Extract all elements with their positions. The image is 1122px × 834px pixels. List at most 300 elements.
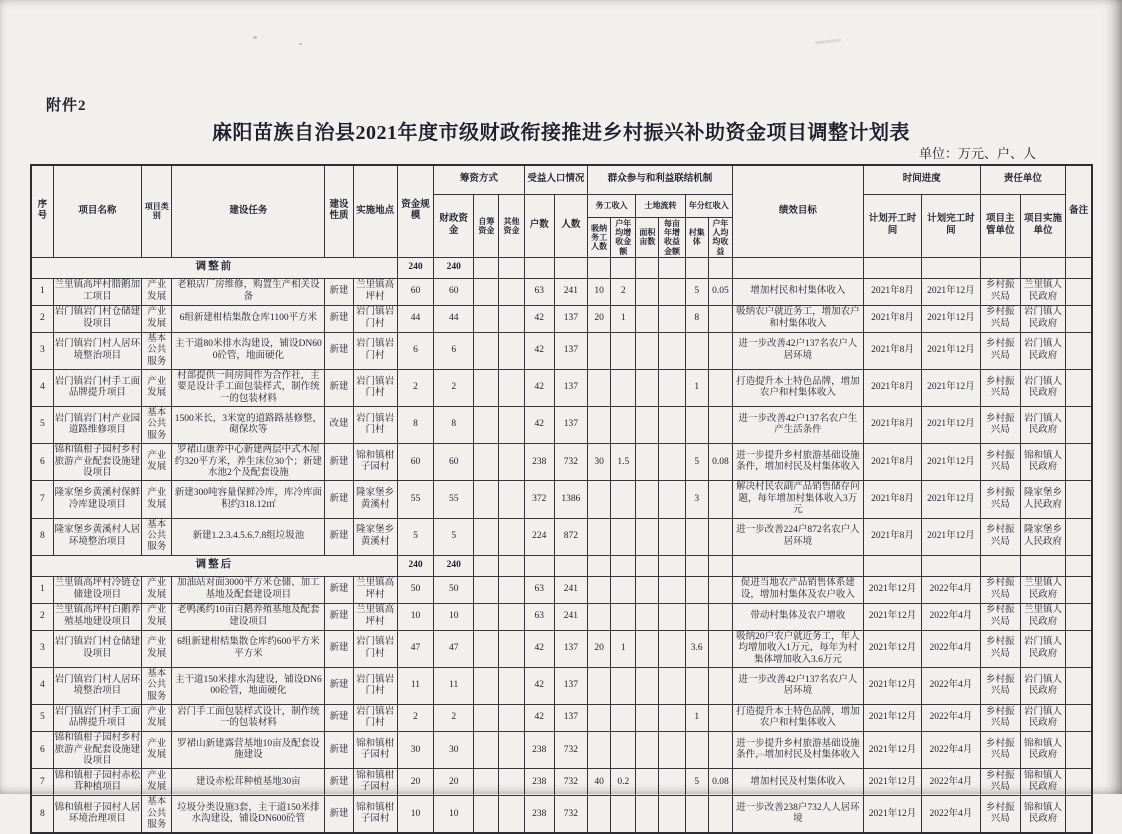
cell-workers <box>588 332 611 369</box>
cell-fiscal: 20 <box>434 769 474 796</box>
col-header-workers: 吸纳务工人数 <box>588 218 611 258</box>
cell-no: 1 <box>31 576 53 603</box>
col-header-households: 户数 <box>524 195 554 258</box>
cell-households: 238 <box>524 769 554 796</box>
cell-income-per-mu <box>659 769 685 796</box>
cell-workers <box>588 732 611 769</box>
cell-village <box>685 603 708 630</box>
cell-fiscal: 2 <box>434 705 474 732</box>
cell-category: 基本公共服务 <box>142 667 172 704</box>
cell-workers: 30 <box>588 444 611 481</box>
cell-supervisor: 乡村振兴局 <box>980 369 1020 406</box>
cell-task: 罗裙山康养中心新建两层中式木屋约320平方米，养生床位30个；新建水池2个及配套设施 <box>172 444 325 481</box>
cell-fiscal: 10 <box>434 796 474 834</box>
cell-people: 137 <box>554 667 587 704</box>
cell-self-raised <box>474 332 499 369</box>
cell-funding: 2 <box>397 705 433 732</box>
cell-nature: 改建 <box>325 407 353 444</box>
table-row <box>31 603 1092 630</box>
cell-task: 岩门手工面包装样式设计，制作统一的包装材料 <box>172 705 325 732</box>
cell-income-per-hh: 1.5 <box>611 444 636 481</box>
cell-income-per-mu <box>659 603 685 630</box>
cell-workers <box>588 369 611 406</box>
cell-location: 岩门镇岩门村 <box>353 667 397 704</box>
cell-land-area <box>636 518 659 555</box>
cell-location: 隆家堡乡黄溪村 <box>353 481 397 518</box>
cell-other <box>499 576 524 603</box>
cell-per-capita: 0.08 <box>708 769 732 796</box>
cell-implementer: 锦和镇人民政府 <box>1020 444 1065 481</box>
cell-name: 兰里镇高坪村白鹅养殖基地建设项目 <box>53 603 142 630</box>
cell-funding: 11 <box>397 667 433 704</box>
cell-per-capita <box>708 305 732 332</box>
col-header-end: 计划完工时间 <box>922 195 980 258</box>
cell-income-per-hh <box>611 369 636 406</box>
cell-implementer: 岩门镇人民政府 <box>1020 369 1065 406</box>
cell-implementer: 岩门镇人民政府 <box>1020 407 1065 444</box>
cell-nature: 新建 <box>325 444 353 481</box>
cell-supervisor: 乡村振兴局 <box>980 576 1020 603</box>
col-header-remark: 备注 <box>1066 165 1092 257</box>
cell-funding: 60 <box>397 444 433 481</box>
cell-self-raised <box>474 667 499 704</box>
cell-fiscal: 6 <box>434 332 474 369</box>
table-body <box>31 257 1092 833</box>
cell-category: 产业发展 <box>142 603 172 630</box>
cell-per-capita <box>708 667 732 704</box>
col-header-per-capita: 户年人均均收益 <box>708 218 732 258</box>
cell-remark <box>1066 407 1092 444</box>
cell-land-area <box>636 332 659 369</box>
cell-fiscal: 30 <box>434 732 474 769</box>
cell-supervisor: 乡村振兴局 <box>980 630 1020 667</box>
cell-name: 岩门镇岩门村产业园道路维修项目 <box>53 407 142 444</box>
cell-other <box>499 444 524 481</box>
cell-goal: 进一步改善42户137名农户人居环境 <box>733 332 864 369</box>
cell-village: 1 <box>685 369 708 406</box>
table-row <box>31 576 1092 603</box>
col-header-income-per-mu: 每亩年增收益金额 <box>659 218 685 258</box>
cell-task: 新建1.2.3.4.5.6.7.8组垃圾池 <box>172 518 325 555</box>
section-empty-cell <box>980 555 1020 576</box>
cell-self-raised <box>474 278 499 305</box>
cell-end: 2022年4月 <box>922 667 980 704</box>
cell-location: 岩门镇岩门村 <box>353 369 397 406</box>
cell-workers <box>588 576 611 603</box>
cell-per-capita <box>708 705 732 732</box>
cell-supervisor: 乡村振兴局 <box>980 732 1020 769</box>
cell-goal: 吸纳20户农户就近务工，年人均增加收入1万元，每年为村集体增加收入3.6万元 <box>733 630 864 667</box>
cell-location: 岩门镇岩门村 <box>353 332 397 369</box>
cell-income-per-hh <box>611 705 636 732</box>
col-group-land: 土地流转 <box>636 195 685 218</box>
cell-no: 4 <box>31 369 53 406</box>
cell-village <box>685 332 708 369</box>
cell-fiscal: 8 <box>434 407 474 444</box>
cell-remark <box>1066 444 1092 481</box>
cell-other <box>499 518 524 555</box>
col-group-labor: 务工收入 <box>588 195 636 218</box>
cell-location: 岩门镇岩门村 <box>353 407 397 444</box>
cell-remark <box>1066 278 1092 305</box>
cell-workers <box>588 603 611 630</box>
section-empty-cell <box>611 555 636 576</box>
cell-land-area <box>636 705 659 732</box>
cell-other <box>499 769 524 796</box>
col-header-nature: 建设性质 <box>325 165 353 257</box>
cell-end: 2021年12月 <box>922 305 980 332</box>
cell-location: 锦和镇柑子园村 <box>353 796 397 834</box>
cell-other <box>499 407 524 444</box>
cell-other <box>499 278 524 305</box>
cell-other <box>499 667 524 704</box>
cell-other <box>499 705 524 732</box>
section-empty-cell <box>922 257 980 278</box>
cell-end: 2021年12月 <box>922 518 980 555</box>
cell-per-capita <box>708 481 732 518</box>
cell-nature: 新建 <box>325 796 353 834</box>
cell-nature: 新建 <box>325 518 353 555</box>
section-row-after <box>31 555 1092 576</box>
cell-start: 2021年12月 <box>863 603 921 630</box>
cell-funding: 55 <box>397 481 433 518</box>
cell-goal: 进一步改善42户137名农户人居环境 <box>733 667 864 704</box>
cell-workers <box>588 796 611 834</box>
cell-name: 岩门镇岩门村仓储建设项目 <box>53 305 142 332</box>
cell-households: 42 <box>524 407 554 444</box>
cell-income-per-hh <box>611 332 636 369</box>
cell-funding: 10 <box>397 796 433 834</box>
col-group-dividend: 年分红收入 <box>685 195 732 218</box>
cell-remark <box>1066 732 1092 769</box>
cell-no: 8 <box>31 796 53 834</box>
cell-workers: 20 <box>588 630 611 667</box>
unit-note: 单位：万元、户、人 <box>918 146 1036 161</box>
cell-category: 基本公共服务 <box>142 407 172 444</box>
section-empty-cell <box>524 257 554 278</box>
cell-land-area <box>636 444 659 481</box>
cell-fiscal: 10 <box>434 603 474 630</box>
cell-income-per-hh <box>611 603 636 630</box>
cell-nature: 新建 <box>325 732 353 769</box>
cell-task: 老鸭溪约10亩白鹅养殖基地及配套建设项目 <box>172 603 325 630</box>
cell-no: 3 <box>31 332 53 369</box>
cell-other <box>499 305 524 332</box>
cell-households: 63 <box>524 603 554 630</box>
cell-task: 老粮店厂房维修，购置生产相关设备 <box>172 278 325 305</box>
cell-funding: 2 <box>397 369 433 406</box>
cell-goal: 吸纳农户就近务工，增加农户和村集体收入 <box>733 305 864 332</box>
cell-households: 42 <box>524 630 554 667</box>
cell-funding: 47 <box>397 630 433 667</box>
col-header-no: 序号 <box>31 165 53 257</box>
cell-per-capita <box>708 630 732 667</box>
page-title: 麻阳苗族自治县2021年度市级财政衔接推进乡村振兴补助资金项目调整计划表 <box>212 122 910 144</box>
cell-village <box>685 796 708 834</box>
col-header-name: 项目名称 <box>53 165 142 257</box>
table-row <box>31 630 1092 667</box>
cell-goal: 打造提升本土特色品牌，增加农户和村集体收入 <box>733 369 864 406</box>
cell-households: 63 <box>524 278 554 305</box>
section-empty-cell <box>611 257 636 278</box>
cell-households: 238 <box>524 444 554 481</box>
section-empty-cell <box>554 555 587 576</box>
cell-start: 2021年12月 <box>863 769 921 796</box>
cell-households: 42 <box>524 369 554 406</box>
section-empty-cell <box>554 257 587 278</box>
section-empty-cell <box>863 257 921 278</box>
cell-people: 732 <box>554 769 587 796</box>
col-header-goal: 绩效目标 <box>733 165 864 257</box>
cell-village <box>685 732 708 769</box>
cell-fiscal: 60 <box>434 444 474 481</box>
cell-village <box>685 518 708 555</box>
cell-start: 2021年8月 <box>863 407 921 444</box>
cell-location: 锦和镇柑子园村 <box>353 769 397 796</box>
cell-nature: 新建 <box>325 332 353 369</box>
cell-category: 产业发展 <box>142 444 172 481</box>
cell-people: 732 <box>554 796 587 834</box>
col-header-land-area: 面积亩数 <box>636 218 659 258</box>
cell-end: 2021年12月 <box>922 278 980 305</box>
cell-no: 4 <box>31 667 53 704</box>
cell-funding: 60 <box>397 278 433 305</box>
cell-name: 兰里镇高坪村腊鹅加工项目 <box>53 278 142 305</box>
section-empty-cell <box>1066 257 1092 278</box>
cell-end: 2022年4月 <box>922 705 980 732</box>
cell-village: 8 <box>685 305 708 332</box>
cell-funding: 20 <box>397 769 433 796</box>
cell-per-capita <box>708 332 732 369</box>
cell-income-per-mu <box>659 630 685 667</box>
cell-name: 岩门镇岩门村手工面品牌提升项目 <box>53 369 142 406</box>
section-empty-cell <box>708 555 732 576</box>
cell-end: 2021年12月 <box>922 444 980 481</box>
cell-no: 3 <box>31 630 53 667</box>
cell-location: 岩门镇岩门村 <box>353 630 397 667</box>
cell-workers: 40 <box>588 769 611 796</box>
cell-name: 岩门镇岩门村人居环境整治项目 <box>53 667 142 704</box>
section-total-fiscal: 240 <box>434 257 474 278</box>
cell-start: 2021年8月 <box>863 369 921 406</box>
cell-remark <box>1066 603 1092 630</box>
cell-village: 3 <box>685 481 708 518</box>
table-row <box>31 769 1092 796</box>
cell-end: 2022年4月 <box>922 630 980 667</box>
cell-end: 2021年12月 <box>922 481 980 518</box>
cell-people: 137 <box>554 369 587 406</box>
cell-land-area <box>636 407 659 444</box>
cell-fiscal: 44 <box>434 305 474 332</box>
table-header <box>31 165 1092 257</box>
cell-funding: 50 <box>397 576 433 603</box>
cell-start: 2021年12月 <box>863 732 921 769</box>
cell-location: 兰里镇高坪村 <box>353 603 397 630</box>
cell-per-capita <box>708 732 732 769</box>
cell-income-per-hh <box>611 796 636 834</box>
cell-task: 建设赤松茸种植基地30亩 <box>172 769 325 796</box>
cell-village <box>685 407 708 444</box>
cell-workers <box>588 667 611 704</box>
cell-workers: 10 <box>588 278 611 305</box>
cell-people: 137 <box>554 305 587 332</box>
cell-supervisor: 乡村振兴局 <box>980 332 1020 369</box>
cell-no: 8 <box>31 518 53 555</box>
cell-nature: 新建 <box>325 576 353 603</box>
cell-workers: 20 <box>588 305 611 332</box>
cell-task: 加油站对面3000平方米仓储、加工基地及配套建设项目 <box>172 576 325 603</box>
cell-other <box>499 630 524 667</box>
cell-self-raised <box>474 603 499 630</box>
col-header-funding: 资金规模 <box>397 165 433 257</box>
section-empty-cell <box>1020 257 1065 278</box>
cell-remark <box>1066 305 1092 332</box>
section-empty-cell <box>685 257 708 278</box>
cell-self-raised <box>474 481 499 518</box>
cell-nature: 新建 <box>325 630 353 667</box>
cell-workers <box>588 481 611 518</box>
table-row <box>31 705 1092 732</box>
cell-end: 2022年4月 <box>922 769 980 796</box>
cell-task: 罗裙山新建露营基地10亩及配套设施建设 <box>172 732 325 769</box>
cell-households: 42 <box>524 705 554 732</box>
cell-supervisor: 乡村振兴局 <box>980 796 1020 834</box>
cell-end: 2022年4月 <box>922 796 980 834</box>
cell-other <box>499 369 524 406</box>
cell-end: 2021年12月 <box>922 369 980 406</box>
cell-income-per-mu <box>659 667 685 704</box>
cell-end: 2021年12月 <box>922 407 980 444</box>
cell-no: 7 <box>31 769 53 796</box>
cell-people: 732 <box>554 444 587 481</box>
cell-income-per-hh <box>611 481 636 518</box>
cell-per-capita <box>708 369 732 406</box>
cell-per-capita <box>708 603 732 630</box>
cell-category: 产业发展 <box>142 369 172 406</box>
cell-households: 238 <box>524 796 554 834</box>
cell-implementer: 岩门镇人民政府 <box>1020 305 1065 332</box>
cell-income-per-hh <box>611 518 636 555</box>
col-group-mechanism: 群众参与和利益联结机制 <box>588 165 733 195</box>
cell-start: 2021年8月 <box>863 481 921 518</box>
cell-workers <box>588 407 611 444</box>
cell-income-per-mu <box>659 369 685 406</box>
cell-task: 新建300吨容量保鲜冷库，库冷库面积约318.12㎡ <box>172 481 325 518</box>
cell-supervisor: 乡村振兴局 <box>980 278 1020 305</box>
table-row <box>31 444 1092 481</box>
cell-supervisor: 乡村振兴局 <box>980 481 1020 518</box>
section-empty-cell <box>1020 555 1065 576</box>
section-empty-cell <box>636 555 659 576</box>
cell-self-raised <box>474 705 499 732</box>
cell-no: 6 <box>31 732 53 769</box>
cell-people: 241 <box>554 603 587 630</box>
section-empty-cell <box>733 257 864 278</box>
cell-goal: 进一步改善42户137名农户生产生活条件 <box>733 407 864 444</box>
cell-per-capita <box>708 796 732 834</box>
table-row <box>31 796 1092 834</box>
cell-funding: 10 <box>397 603 433 630</box>
cell-name: 岩门镇岩门村人居环境整治项目 <box>53 332 142 369</box>
cell-people: 872 <box>554 518 587 555</box>
cell-income-per-mu <box>659 796 685 834</box>
cell-remark <box>1066 705 1092 732</box>
section-empty-cell <box>659 555 685 576</box>
cell-fiscal: 5 <box>434 518 474 555</box>
cell-supervisor: 乡村振兴局 <box>980 667 1020 704</box>
cell-end: 2022年4月 <box>922 732 980 769</box>
cell-land-area <box>636 732 659 769</box>
cell-village <box>685 576 708 603</box>
table-row <box>31 667 1092 704</box>
cell-category: 基本公共服务 <box>142 796 172 834</box>
cell-goal: 进一步提升乡村旅游基础设施条件，增加村民及村集体收入 <box>733 444 864 481</box>
cell-start: 2021年8月 <box>863 332 921 369</box>
cell-land-area <box>636 481 659 518</box>
cell-goal: 增加村民和村集体收入 <box>733 278 864 305</box>
cell-start: 2021年12月 <box>863 705 921 732</box>
cell-location: 兰里镇高坪村 <box>353 576 397 603</box>
cell-location: 岩门镇岩门村 <box>353 705 397 732</box>
cell-fiscal: 50 <box>434 576 474 603</box>
cell-goal: 进一步改善238户732人人居环境 <box>733 796 864 834</box>
cell-start: 2021年12月 <box>863 630 921 667</box>
cell-income-per-mu <box>659 518 685 555</box>
cell-supervisor: 乡村振兴局 <box>980 305 1020 332</box>
col-header-self-raised: 自筹资金 <box>474 195 499 258</box>
cell-category: 基本公共服务 <box>142 518 172 555</box>
cell-category: 产业发展 <box>142 481 172 518</box>
cell-income-per-mu <box>659 444 685 481</box>
cell-start: 2021年8月 <box>863 278 921 305</box>
cell-name: 锦和镇柑子园村人居环境治理项目 <box>53 796 142 834</box>
cell-other <box>499 603 524 630</box>
cell-other <box>499 732 524 769</box>
cell-self-raised <box>474 407 499 444</box>
cell-category: 产业发展 <box>142 278 172 305</box>
cell-self-raised <box>474 444 499 481</box>
col-group-schedule: 时间进度 <box>863 165 980 195</box>
cell-self-raised <box>474 769 499 796</box>
cell-location: 锦和镇柑子园村 <box>353 444 397 481</box>
cell-supervisor: 乡村振兴局 <box>980 444 1020 481</box>
section-total-funding: 240 <box>397 257 433 278</box>
col-header-location: 实施地点 <box>353 165 397 257</box>
cell-no: 2 <box>31 305 53 332</box>
cell-nature: 新建 <box>325 305 353 332</box>
cell-no: 5 <box>31 407 53 444</box>
cell-goal: 促进当地农产品销售体系建设，增加村集体及农户收入 <box>733 576 864 603</box>
cell-name: 锦和镇柑子园村乡村旅游产业配套设施建设项目 <box>53 444 142 481</box>
cell-income-per-hh: 2 <box>611 278 636 305</box>
cell-fiscal: 11 <box>434 667 474 704</box>
section-empty-cell <box>588 257 611 278</box>
cell-income-per-mu <box>659 481 685 518</box>
cell-income-per-hh: 1 <box>611 630 636 667</box>
cell-remark <box>1066 481 1092 518</box>
col-header-village: 村集体 <box>685 218 708 258</box>
section-empty-cell <box>524 555 554 576</box>
section-empty-cell <box>685 555 708 576</box>
cell-income-per-mu <box>659 278 685 305</box>
cell-remark <box>1066 369 1092 406</box>
cell-other <box>499 332 524 369</box>
cell-supervisor: 乡村振兴局 <box>980 705 1020 732</box>
cell-households: 224 <box>524 518 554 555</box>
cell-self-raised <box>474 576 499 603</box>
col-group-financing: 筹资方式 <box>434 165 525 195</box>
cell-self-raised <box>474 630 499 667</box>
